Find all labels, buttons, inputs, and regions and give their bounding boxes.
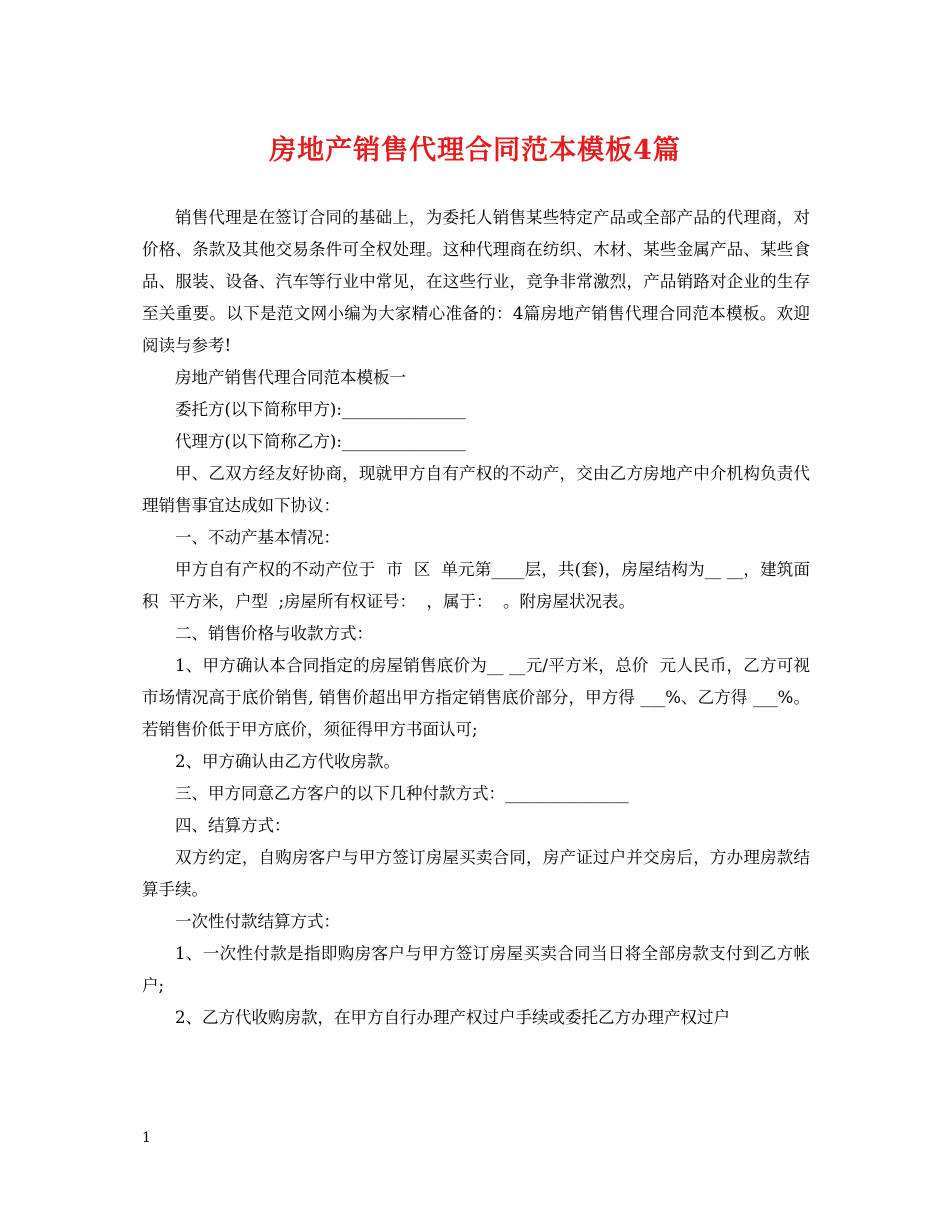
paragraph-party-a: 委托方(以下简称甲方):_______________ (175, 400, 466, 419)
document-title: 房地产销售代理合同范本模板4篇 (269, 135, 681, 166)
paragraph-agreement: 甲、乙双方经友好协商，现就甲方自有产权的不动产，交由乙方房地产中介机构负责代理销售事宜达成如下协议： (142, 464, 810, 515)
section-heading-property: 一、不动产基本情况： (175, 528, 340, 547)
paragraph-lump-sum-heading: 一次性付款结算方式： (175, 912, 340, 931)
paragraph-party-b: 代理方(以下简称乙方):_______________ (175, 432, 466, 451)
section-heading-settlement: 四、结算方式： (175, 816, 291, 835)
paragraph-lump-sum-clause-1: 1、一次性付款是指即购房客户与甲方签订房屋买卖合同当日将全部房款支付到乙方帐户; (142, 944, 810, 995)
paragraph-property-details: 甲方自有产权的不动产位于 市 区 单元第____层，共(套)，房屋结构为__ __，建筑面积 平方米，户型 ;房屋所有权证号： ，属于： 。附房屋状况表。 (142, 560, 810, 611)
section-heading-payment: 三、甲方同意乙方客户的以下几种付款方式：_______________ (175, 784, 629, 803)
paragraph-intro: 销售代理是在签订合同的基础上，为委托人销售某些特定产品或全部产品的代理商，对价格、条款及其他交易条件可全权处理。这种代理商在纺织、木材、某些金属产品、某些食品、服装、设备、汽车等行业中常见，在这些行业，竞争非常激烈，产品销路对企业的生存至关重要。以下是范文网小编为大家精心准备的：4篇房地产销售代理合同范本模板。欢迎阅读与参考! (142, 208, 810, 355)
page-number: 1 (142, 1130, 151, 1146)
paragraph-settlement-terms: 双方约定，自购房客户与甲方签订房屋买卖合同，房产证过户并交房后，方办理房款结算手续。 (142, 848, 810, 899)
paragraph-contract-heading: 房地产销售代理合同范本模板一 (175, 368, 406, 387)
paragraph-price-clause-2: 2、甲方确认由乙方代收房款。 (175, 752, 400, 771)
paragraph-price-clause-1: 1、甲方确认本合同指定的房屋销售底价为__ __元/平方米，总价 元人民币，乙方可视市场情况高于底价销售, 销售价超出甲方指定销售底价部分，甲方得 ___%、乙方得 ___%。若销售价低于甲方底价，须征得甲方书面认可; (142, 656, 810, 739)
section-heading-price: 二、销售价格与收款方式： (175, 624, 373, 643)
document-body (142, 202, 810, 1034)
paragraph-lump-sum-clause-2: 2、乙方代收购房款，在甲方自行办理产权过户手续或委托乙方办理产权过户 (175, 1008, 730, 1027)
